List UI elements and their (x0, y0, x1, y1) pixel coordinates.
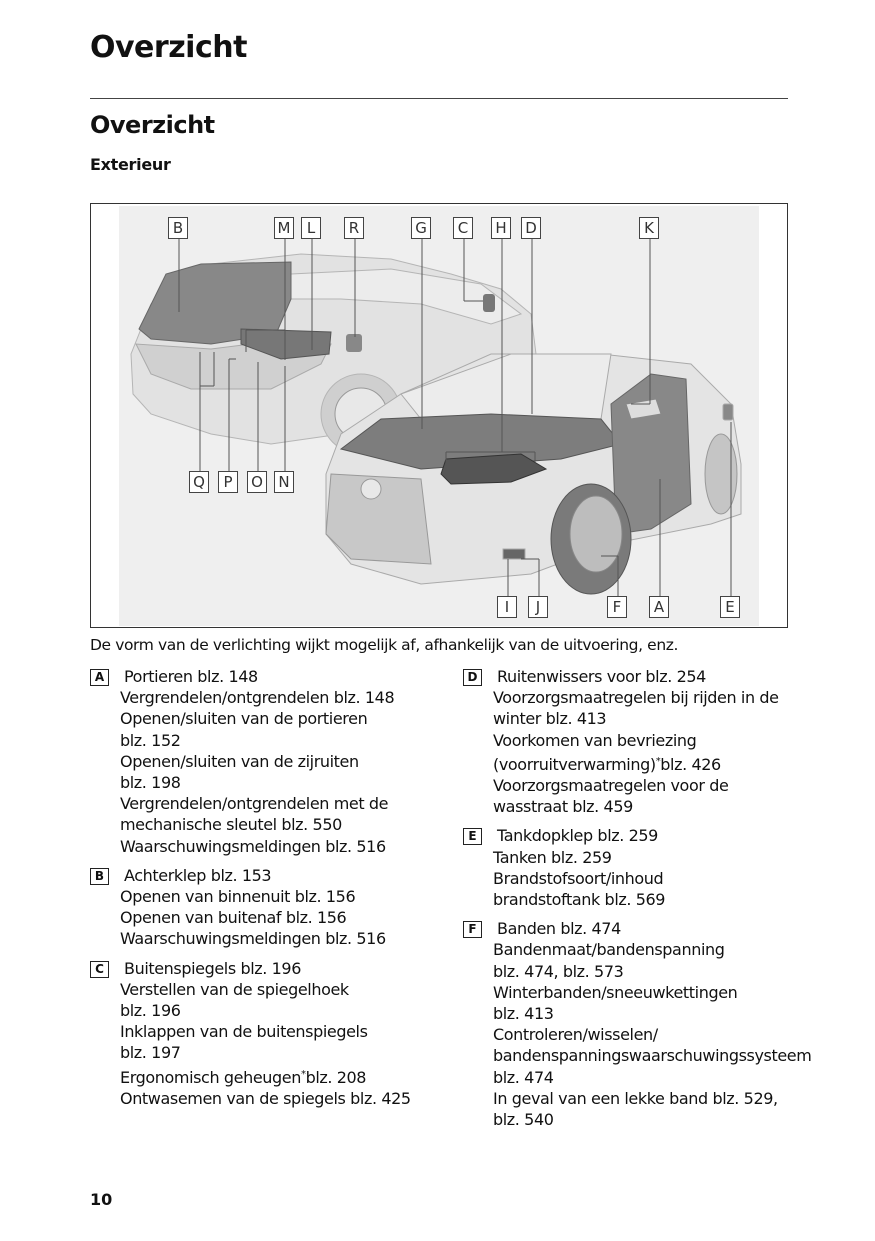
entry-b (90, 865, 460, 950)
entry-subitem[interactable]: Controleren/wisselen/ (493, 1025, 658, 1045)
entry-subitem[interactable]: Waarschuwingsmeldingen blz. 516 (120, 929, 386, 949)
entry-heading[interactable]: Buitenspiegels blz. 196 (124, 958, 301, 978)
callout-n: N (274, 471, 294, 493)
header-divider (90, 98, 788, 99)
entries-right-column (463, 666, 833, 1138)
entry-subitem[interactable]: In geval van een lekke band blz. 529, (493, 1088, 778, 1108)
entry-subitem[interactable]: Openen van binnenuit blz. 156 (120, 887, 356, 907)
exterior-overview-figure (90, 203, 788, 628)
entry-subitem[interactable]: Vergrendelen/ontgrendelen met de (120, 794, 389, 814)
entry-a (90, 666, 460, 857)
chapter-title: Overzicht (90, 30, 247, 65)
section-title: Overzicht (90, 111, 215, 139)
car-illustration (91, 204, 789, 629)
entry-badge: B (90, 868, 109, 885)
entry-subitem[interactable]: blz. 413 (493, 1004, 554, 1024)
entry-subitem[interactable]: blz. 474 (493, 1067, 554, 1087)
figure-caption: De vorm van de verlichting wijkt mogelijk af, afhankelijk van de uitvoering, enz. (90, 636, 679, 654)
entry-subitem[interactable]: blz. 152 (120, 730, 181, 750)
entry-badge: F (463, 921, 482, 938)
entry-c (90, 958, 460, 1109)
callout-a: A (649, 596, 669, 618)
callout-b: B (168, 217, 188, 239)
callout-g: G (411, 217, 431, 239)
entry-subitem[interactable]: Ontwasemen van de spiegels blz. 425 (120, 1088, 411, 1108)
entry-subitem[interactable]: Tanken blz. 259 (493, 847, 612, 867)
entry-subitem[interactable]: wasstraat blz. 459 (493, 797, 633, 817)
callout-j: J (528, 596, 548, 618)
entry-subitem[interactable]: Winterbanden/sneeuwkettingen (493, 982, 738, 1002)
callout-q: Q (189, 471, 209, 493)
footnote-marker: * (655, 755, 661, 767)
entry-badge: E (463, 828, 482, 845)
entry-heading[interactable]: Achterklep blz. 153 (124, 865, 272, 885)
entry-heading[interactable]: Tankdopklep blz. 259 (497, 826, 658, 846)
subsection-title: Exterieur (90, 155, 171, 174)
entry-subitem[interactable]: Brandstofsoort/inhoud (493, 868, 664, 888)
entry-subitem[interactable]: blz. 540 (493, 1110, 554, 1130)
callout-h: H (491, 217, 511, 239)
entry-subitem[interactable]: Openen/sluiten van de zijruiten (120, 751, 359, 771)
callout-m: M (274, 217, 294, 239)
callout-i: I (497, 596, 517, 618)
entry-d (463, 666, 833, 817)
callout-p: P (218, 471, 238, 493)
entry-heading[interactable]: Portieren blz. 148 (124, 667, 258, 686)
entry-subitem[interactable]: Ergonomisch geheugen*blz. 208 (120, 1067, 367, 1087)
entry-badge: C (90, 961, 109, 978)
entry-subitem[interactable]: (voorruitverwarming)*blz. 426 (493, 754, 721, 774)
entry-subitem[interactable]: Voorkomen van bevriezing (493, 730, 697, 750)
entry-subitem[interactable]: Waarschuwingsmeldingen blz. 516 (120, 836, 386, 856)
entries-left-column (90, 666, 460, 1117)
entry-subitem[interactable]: brandstoftank blz. 569 (493, 890, 666, 910)
callout-c: C (453, 217, 473, 239)
entry-e (463, 825, 833, 910)
entry-subitem[interactable]: Vergrendelen/ontgrendelen blz. 148 (120, 688, 395, 708)
entry-badge: A (90, 669, 109, 686)
entry-subitem[interactable]: bandenspanningswaarschuwingssysteem (493, 1046, 812, 1066)
entry-subitem[interactable]: blz. 198 (120, 773, 181, 793)
callout-l: L (301, 217, 321, 239)
callout-e: E (720, 596, 740, 618)
entry-subitem[interactable]: Verstellen van de spiegelhoek (120, 979, 349, 999)
entry-heading[interactable]: Ruitenwissers voor blz. 254 (497, 667, 706, 686)
entry-subitem[interactable]: Inklappen van de buitenspiegels (120, 1022, 368, 1042)
callout-f: F (607, 596, 627, 618)
page-number: 10 (90, 1190, 113, 1209)
entry-subitem[interactable]: blz. 196 (120, 1001, 181, 1021)
entry-badge: D (463, 669, 482, 686)
entry-heading[interactable]: Banden blz. 474 (497, 919, 621, 939)
entry-subitem[interactable]: Bandenmaat/bandenspanning (493, 940, 725, 960)
callout-o: O (247, 471, 267, 493)
entry-subitem[interactable]: Voorzorgsmaatregelen voor de (493, 776, 729, 796)
entry-subitem[interactable]: blz. 474, blz. 573 (493, 961, 624, 981)
entry-f (463, 918, 833, 1130)
entry-subitem[interactable]: Voorzorgsmaatregelen bij rijden in de (493, 688, 779, 708)
callout-k: K (639, 217, 659, 239)
entry-subitem[interactable]: Openen/sluiten van de portieren (120, 709, 368, 729)
callout-r: R (344, 217, 364, 239)
entry-subitem[interactable]: Openen van buitenaf blz. 156 (120, 908, 347, 928)
entry-subitem[interactable]: mechanische sleutel blz. 550 (120, 815, 342, 835)
callout-d: D (521, 217, 541, 239)
entry-subitem[interactable]: blz. 197 (120, 1043, 181, 1063)
footnote-marker: * (300, 1068, 306, 1080)
entry-subitem[interactable]: winter blz. 413 (493, 709, 607, 729)
